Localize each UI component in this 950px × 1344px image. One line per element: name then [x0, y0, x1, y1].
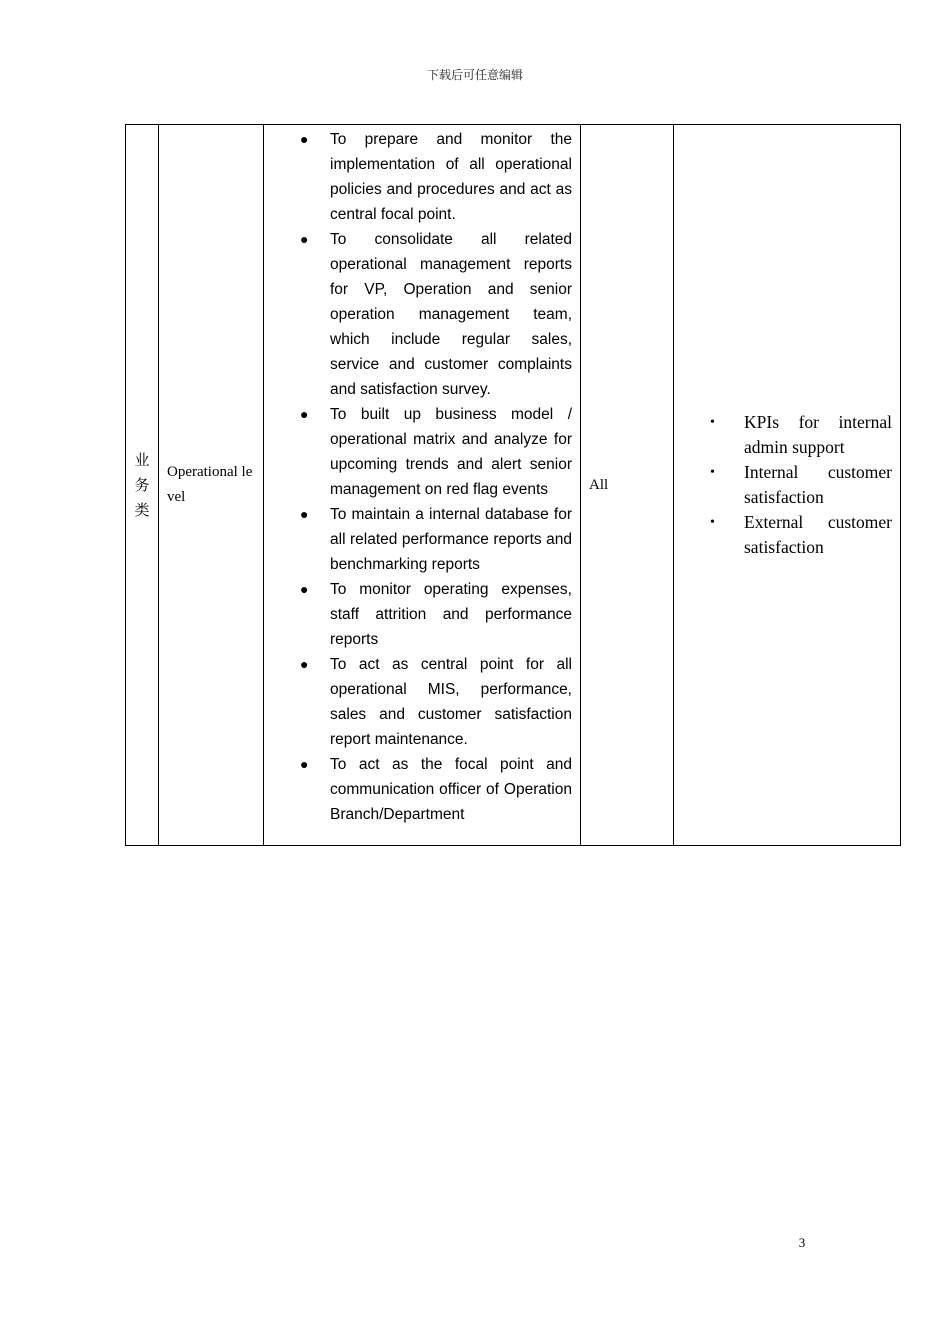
kpi-list	[674, 410, 892, 560]
page-number: 3	[798, 1235, 806, 1250]
list-item-text: External customer satisfaction	[744, 512, 892, 557]
category-char: 务	[134, 475, 150, 494]
list-item	[264, 752, 572, 827]
bullet-icon: ●	[300, 506, 309, 522]
list-item	[264, 402, 572, 502]
list-item-text: To act as the focal point and communication officer of Operation Branch/Department	[330, 756, 572, 823]
table-row	[126, 125, 901, 846]
bullet-icon: ●	[300, 406, 309, 422]
list-item-text: KPIs for internal admin support	[744, 412, 892, 457]
list-item-text: To consolidate all related operational management reports for VP, Operation and senior operation management team, which include regular sales, service and customer complaints and satisfaction survey.	[330, 231, 572, 398]
list-item-text: To monitor operating expenses, staff attrition and performance reports	[330, 581, 572, 648]
bullet-icon: •	[710, 415, 715, 430]
level-cell: Operational level	[159, 125, 264, 846]
list-item-text: To act as central point for all operational MIS, performance, sales and customer satisfaction report maintenance.	[330, 656, 572, 748]
list-item	[264, 577, 572, 652]
bullet-icon: ●	[300, 581, 309, 597]
responsibilities-cell	[264, 125, 581, 846]
category-cell	[126, 125, 159, 846]
category-char: 业	[134, 450, 150, 469]
list-item	[264, 652, 572, 752]
list-item-text: To maintain a internal database for all related performance reports and benchmarking reports	[330, 506, 572, 573]
bullet-icon: ●	[300, 756, 309, 772]
list-item	[264, 127, 572, 227]
list-item	[674, 410, 892, 460]
scope-cell: All	[581, 125, 674, 846]
bullet-icon: •	[710, 465, 715, 480]
list-item-text: To prepare and monitor the implementation of all operational policies and procedures and act as central focal point.	[330, 131, 572, 223]
list-item	[264, 502, 572, 577]
list-item-text: Internal customer satisfaction	[744, 462, 892, 507]
list-item	[674, 510, 892, 560]
category-char: 类	[134, 500, 150, 519]
bullet-icon: ●	[300, 656, 309, 672]
kpi-cell	[674, 125, 901, 846]
responsibility-table	[125, 124, 901, 846]
page-header: 下载后可任意编辑	[426, 68, 523, 82]
bullet-icon: •	[710, 515, 715, 530]
list-item-text: To built up business model / operational matrix and analyze for upcoming trends and alert senior management on red flag events	[330, 406, 572, 498]
responsibilities-list	[264, 127, 572, 827]
bullet-icon: ●	[300, 231, 309, 247]
list-item	[264, 227, 572, 402]
bullet-icon: ●	[300, 131, 309, 147]
list-item	[674, 460, 892, 510]
